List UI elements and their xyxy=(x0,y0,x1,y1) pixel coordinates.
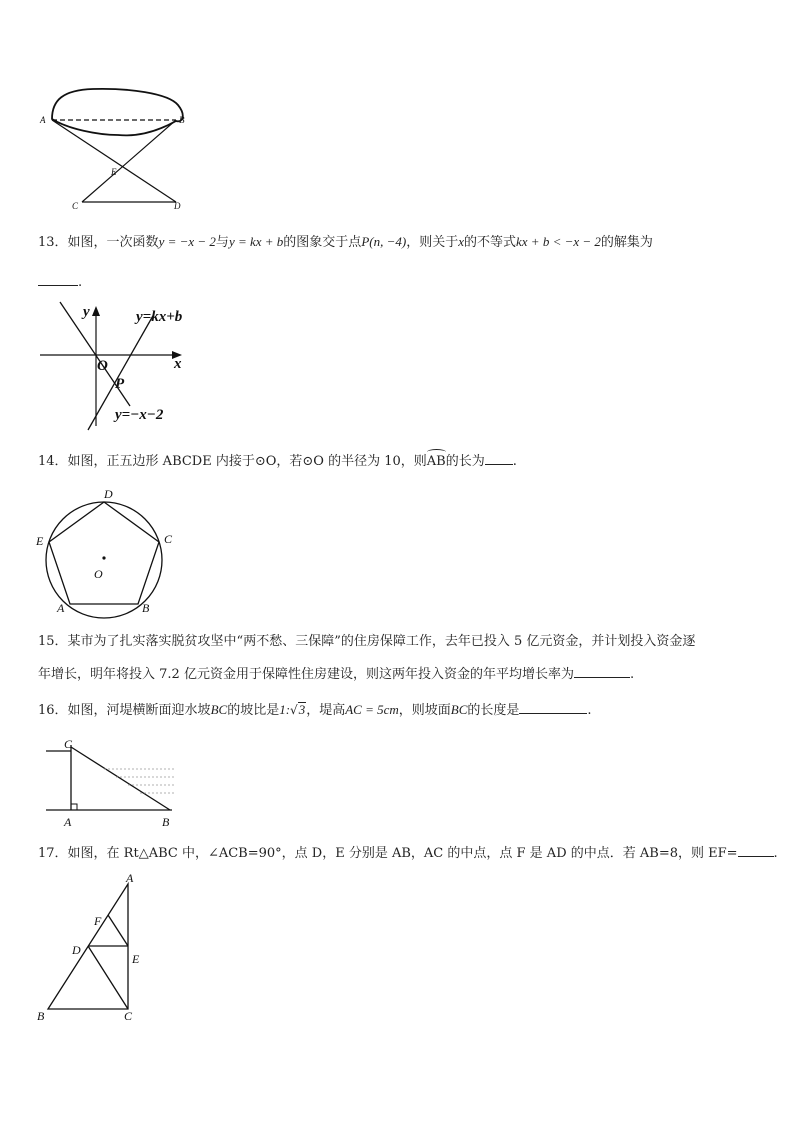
point-p-label: P xyxy=(115,376,125,392)
math-expr: BC xyxy=(450,702,468,717)
label-e: E xyxy=(111,167,117,177)
answer-blank xyxy=(738,843,774,857)
line-label-kx-b: y=kx+b xyxy=(136,309,183,325)
label-b: B xyxy=(162,815,170,829)
question-number: 16． xyxy=(38,703,68,718)
math-expr: x xyxy=(458,234,464,249)
label-e: E xyxy=(132,952,140,966)
question-number: 17． xyxy=(38,846,68,861)
math-expr: BC xyxy=(210,702,228,717)
line-label-neg-x-2: y=−x−2 xyxy=(115,407,164,423)
label-b: B xyxy=(179,115,185,125)
center-dot xyxy=(102,556,105,559)
origin-label: O xyxy=(97,358,108,374)
question-15: 15．某市为了扎实落实脱贫攻坚中“两不愁、三保障”的住房保障工作，去年已投入 5 亿元资金，并计划投入资金逐 xyxy=(38,634,696,649)
label-b: B xyxy=(142,601,150,615)
math-expr: y = kx + b xyxy=(228,234,284,249)
question-number: 15． xyxy=(38,634,68,649)
figure-13 xyxy=(38,300,198,430)
label-c: C xyxy=(72,201,79,211)
slope-bc xyxy=(71,747,170,810)
figure-16 xyxy=(44,737,184,829)
label-a: A xyxy=(126,871,134,885)
y-axis-arrow xyxy=(92,306,100,316)
label-b: B xyxy=(37,1009,45,1023)
question-number: 14． xyxy=(38,454,68,469)
segment-fe xyxy=(108,915,128,946)
figure-17 xyxy=(34,872,154,1024)
sqrt-value: 3 xyxy=(298,702,306,717)
answer-blank xyxy=(574,664,630,678)
question-15-cont: 年增长，明年将投入 7.2 亿元资金用于保障性住房建设，则这两年投入资金的年平均增长率为 . xyxy=(38,664,634,685)
label-a: A xyxy=(40,115,46,125)
segment-ad xyxy=(52,120,176,202)
math-expr: 1: xyxy=(279,702,291,717)
pond-outline xyxy=(52,89,183,136)
figure-12 xyxy=(38,85,198,215)
label-d: D xyxy=(104,487,113,501)
question-16: 16．如图，河堤横断面迎水坡BC的坡比是1:√3，堤高AC = 5cm，则坡面BC的长度是 . xyxy=(38,702,592,718)
question-14: 14．如图，正五边形 ABCDE 内接于⊙O，若⊙O 的半径为 10，则 AB的长为 . xyxy=(38,451,517,472)
answer-blank xyxy=(38,272,78,286)
y-axis-label: y xyxy=(83,304,90,320)
math-expr: AC = 5cm xyxy=(345,702,399,717)
x-axis-label: x xyxy=(174,356,182,372)
question-17: 17．如图，在 Rt△ABC 中，∠ACB=90°，点 D，E 分别是 AB，AC 的中点，点 F 是 AD 的中点．若 AB=8，则 EF= . xyxy=(38,843,778,864)
segment-cd xyxy=(88,946,128,1009)
math-expr: kx + b < −x − 2 xyxy=(516,234,601,249)
label-o: O xyxy=(94,567,103,581)
label-e: E xyxy=(36,534,44,548)
label-c: C xyxy=(164,532,173,546)
question-number: 13． xyxy=(38,235,68,250)
figure-14 xyxy=(34,487,184,617)
label-c: C xyxy=(124,1009,133,1023)
label-d: D xyxy=(72,943,81,957)
answer-line-13: . xyxy=(38,272,82,293)
label-a: A xyxy=(57,601,65,615)
label-f: F xyxy=(94,914,102,928)
question-13: 13．如图，一次函数y = −x − 2与y = kx + b的图象交于点P(n, −4)，则关于x的不等式kx + b < −x − 2的解集为 xyxy=(38,234,653,250)
answer-blank xyxy=(485,451,513,465)
math-expr: y = −x − 2 xyxy=(158,234,216,249)
right-angle-mark xyxy=(71,804,77,810)
answer-blank xyxy=(519,700,587,714)
math-expr: P(n, −4) xyxy=(361,234,407,249)
label-c: C xyxy=(64,737,73,751)
label-a: A xyxy=(64,815,72,829)
arc-ab: AB xyxy=(427,452,446,472)
label-d: D xyxy=(174,201,181,211)
